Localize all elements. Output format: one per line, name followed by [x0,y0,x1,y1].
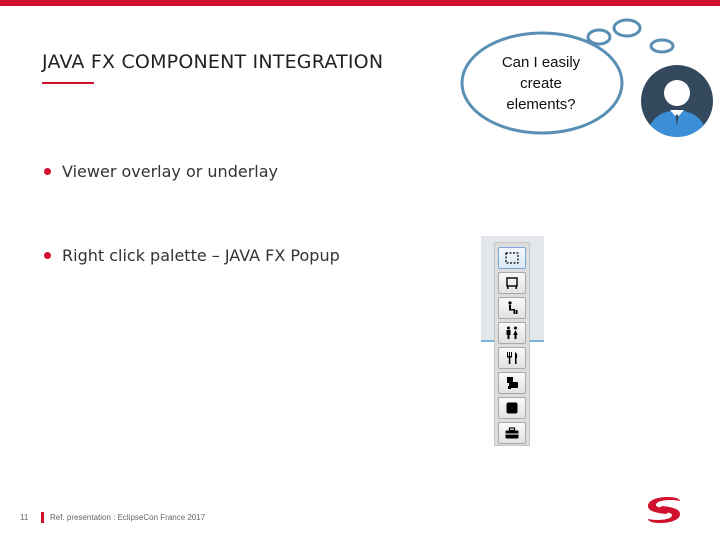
palette-button-dashed-rectangle[interactable] [498,247,526,269]
bullet-item-1 [44,162,278,181]
page-number: 11 [20,513,29,522]
footer-reference: Ref. presentation : EclipseCon France 2017 [50,513,206,522]
palette-button-restroom[interactable] [498,322,526,344]
thought-bubble-text [482,52,600,115]
restroom-icon [504,326,520,340]
title-underline [42,82,94,84]
palette-button-toolbox[interactable] [498,422,526,444]
bullet-dot [44,252,51,259]
thought-line: create [520,75,562,92]
toolbox-icon [504,426,520,440]
palette-button-fork-knife[interactable] [498,347,526,369]
right-click-palette [494,242,530,446]
printer-icon [504,376,520,390]
palette-button-square[interactable] [498,397,526,419]
bullet-dot [44,168,51,175]
user-avatar-icon [640,64,714,138]
palette-button-person-with-chair[interactable] [498,297,526,319]
company-logo-icon [642,492,686,528]
bullet-text: Viewer overlay or underlay [62,162,278,181]
person-with-chair-icon [504,301,520,315]
bullet-text: Right click palette – JAVA FX Popup [62,246,340,265]
fork-knife-icon [504,351,520,365]
dashed-rectangle-icon [504,251,520,265]
thought-line: elements? [506,96,576,113]
thought-line: Can I easily [501,54,581,71]
palette-button-desk[interactable] [498,272,526,294]
desk-icon [504,276,520,290]
footer-divider [41,512,44,523]
bullet-item-2 [44,246,340,265]
square-icon [504,401,520,415]
top-accent-bar [0,0,720,6]
page-title: JAVA FX COMPONENT INTEGRATION [42,51,384,73]
palette-button-printer[interactable] [498,372,526,394]
